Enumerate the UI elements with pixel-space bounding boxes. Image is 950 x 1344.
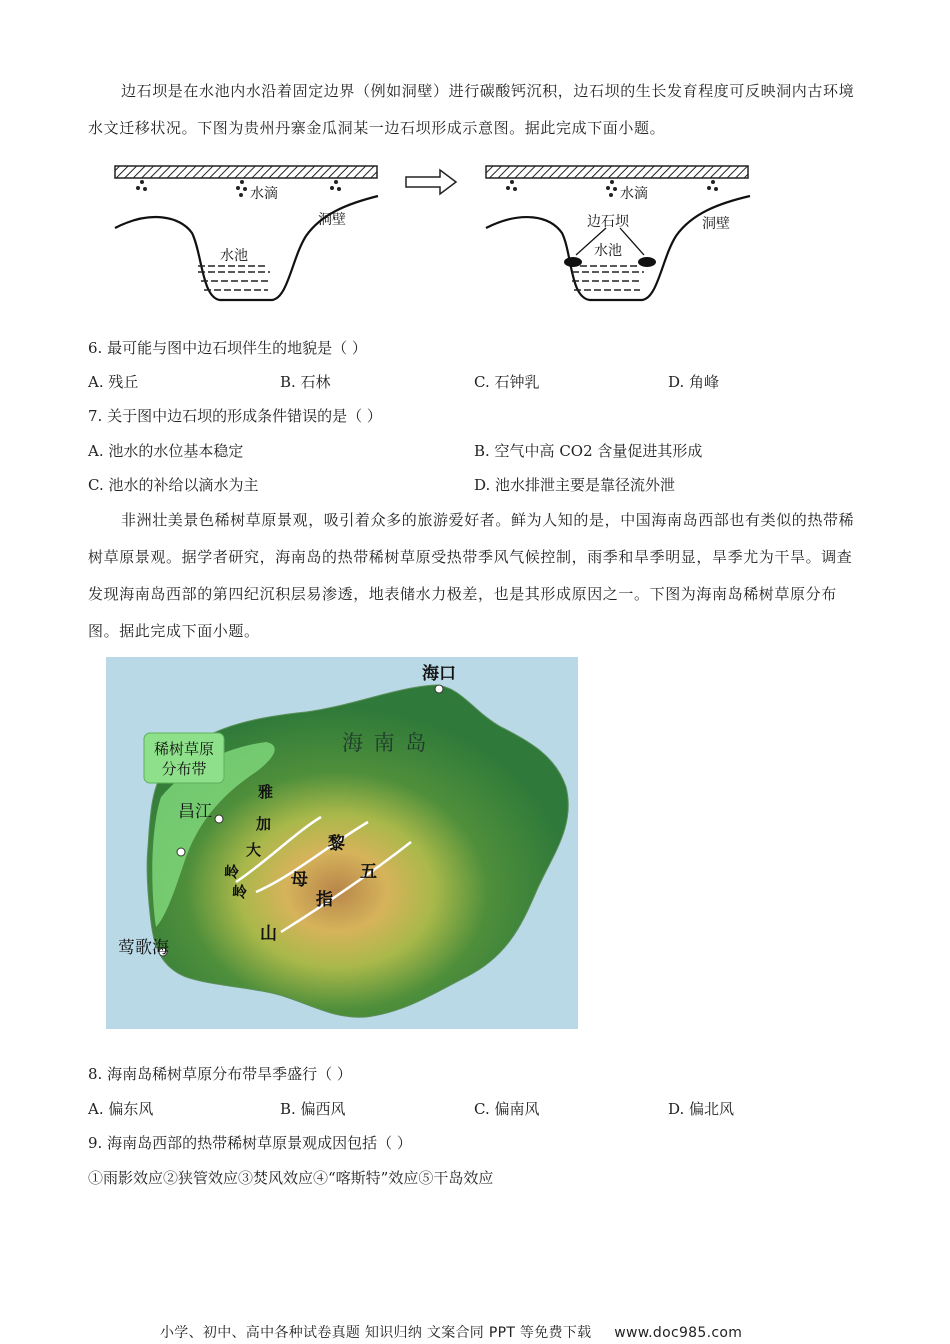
yinggehai-label: 莺歌海 xyxy=(118,938,169,958)
question-9: 9. 海南岛西部的热带稀树草原景观成因包括（ ） xyxy=(88,1134,412,1152)
svg-text:山: 山 xyxy=(260,924,277,944)
savanna-legend-line1: 稀树草原 xyxy=(153,740,215,758)
svg-text:指: 指 xyxy=(316,890,333,910)
cave-ceiling xyxy=(115,166,377,178)
intro-paragraph-1: 边石坝是在水池内水沿着固定边界（例如洞壁）进行碳酸钙沉积，边石坝的生长发育程度可反映洞内古环境水文迁移状况。下图为贵州丹寨金瓜洞某一边石坝形成示意图。据此完成下面小题。 xyxy=(88,82,855,137)
stone-dam-diagram-svg xyxy=(110,158,760,308)
haikou-dot xyxy=(435,685,443,693)
pool-label-left: 水池 xyxy=(220,248,248,264)
page-footer xyxy=(160,1322,742,1342)
dam-label: 边石坝 xyxy=(587,214,629,230)
question-8: 8. 海南岛稀树草原分布带旱季盛行（ ） xyxy=(88,1065,352,1083)
question-6: 6. 最可能与图中边石坝伴生的地貌是（ ） xyxy=(88,339,367,357)
q7-option-b: B. 空气中高 CO2 含量促进其形成 xyxy=(474,442,703,460)
drip-marks xyxy=(136,180,341,197)
svg-text:黎: 黎 xyxy=(328,834,345,854)
pool-water xyxy=(198,266,270,290)
question-7: 7. 关于图中边石坝的形成条件错误的是（ ） xyxy=(88,407,382,425)
svg-text:五: 五 xyxy=(360,862,377,882)
q7-option-c: C. 池水的补给以滴水为主 xyxy=(88,476,259,494)
transition-arrow-icon xyxy=(406,170,456,194)
footer-text: 小学、初中、高中各种试卷真题 知识归纳 文案合同 PPT 等免费下载 xyxy=(160,1325,592,1341)
drip-label-left: 水滴 xyxy=(250,186,278,202)
unlabeled-dot xyxy=(177,848,185,856)
q8-option-c: C. 偏南风 xyxy=(474,1100,540,1118)
hainan-island-label: 海 南 岛 xyxy=(342,731,429,755)
q6-option-c: C. 石钟乳 xyxy=(474,373,540,391)
hainan-savanna-map xyxy=(106,657,578,1029)
intro-paragraph-2: 非洲壮美景色稀树草原景观，吸引着众多的旅游爱好者。鲜为人知的是，中国海南岛西部也有类似的热带稀树草原景观。据学者研究，海南岛的热带稀树草原受热带季风气候控制，雨季和旱季明显，旱季尤为干旱。调查发现海南岛西部的第四纪沉积层易渗透，地表储水力极差，也是其形成原因之一。下图为海南岛稀树草原分布图。据此完成下面小题。 xyxy=(88,511,855,640)
savanna-legend-line2: 分布带 xyxy=(161,760,207,778)
wall-label-right: 洞壁 xyxy=(702,216,730,232)
haikou-label: 海口 xyxy=(422,664,456,684)
q6-option-b: B. 石林 xyxy=(280,373,331,391)
q6-option-a: A. 残丘 xyxy=(88,373,139,391)
wall-label-left: 洞壁 xyxy=(318,212,346,228)
footer-url[interactable]: www.doc985.com xyxy=(614,1325,743,1341)
dam-pointer-right xyxy=(620,228,644,255)
q8-option-a: A. 偏东风 xyxy=(88,1100,154,1118)
q9-choices: ①雨影效应②狭管效应③焚风效应④“喀斯特”效应⑤干岛效应 xyxy=(88,1169,494,1187)
svg-text:母: 母 xyxy=(291,870,308,890)
svg-text:雅: 雅 xyxy=(258,783,274,801)
stone-dam-diagram xyxy=(110,158,760,308)
ling-label: 岭 xyxy=(232,883,248,901)
stone-dam-right xyxy=(638,257,656,267)
stone-dam-left xyxy=(564,257,582,267)
cave-ceiling-after xyxy=(486,166,748,178)
svg-text:大: 大 xyxy=(246,841,262,859)
drip-marks-after xyxy=(506,180,718,197)
changjiang-dot xyxy=(215,815,223,823)
drip-label-right: 水滴 xyxy=(620,186,648,202)
q8-option-b: B. 偏西风 xyxy=(280,1100,346,1118)
svg-text:岭: 岭 xyxy=(224,863,240,881)
diagram-before xyxy=(115,166,378,300)
changjiang-label: 昌江 xyxy=(178,802,212,822)
q7-option-a: A. 池水的水位基本稳定 xyxy=(88,442,244,460)
q6-option-d: D. 角峰 xyxy=(668,373,720,391)
pool-water-after xyxy=(572,266,644,290)
diagram-after xyxy=(486,166,750,300)
pool-label-right: 水池 xyxy=(594,243,622,259)
q7-option-d: D. 池水排泄主要是靠径流外泄 xyxy=(474,476,676,494)
hainan-map-svg xyxy=(106,657,578,1029)
q8-option-d: D. 偏北风 xyxy=(668,1100,735,1118)
svg-text:加: 加 xyxy=(256,815,272,833)
